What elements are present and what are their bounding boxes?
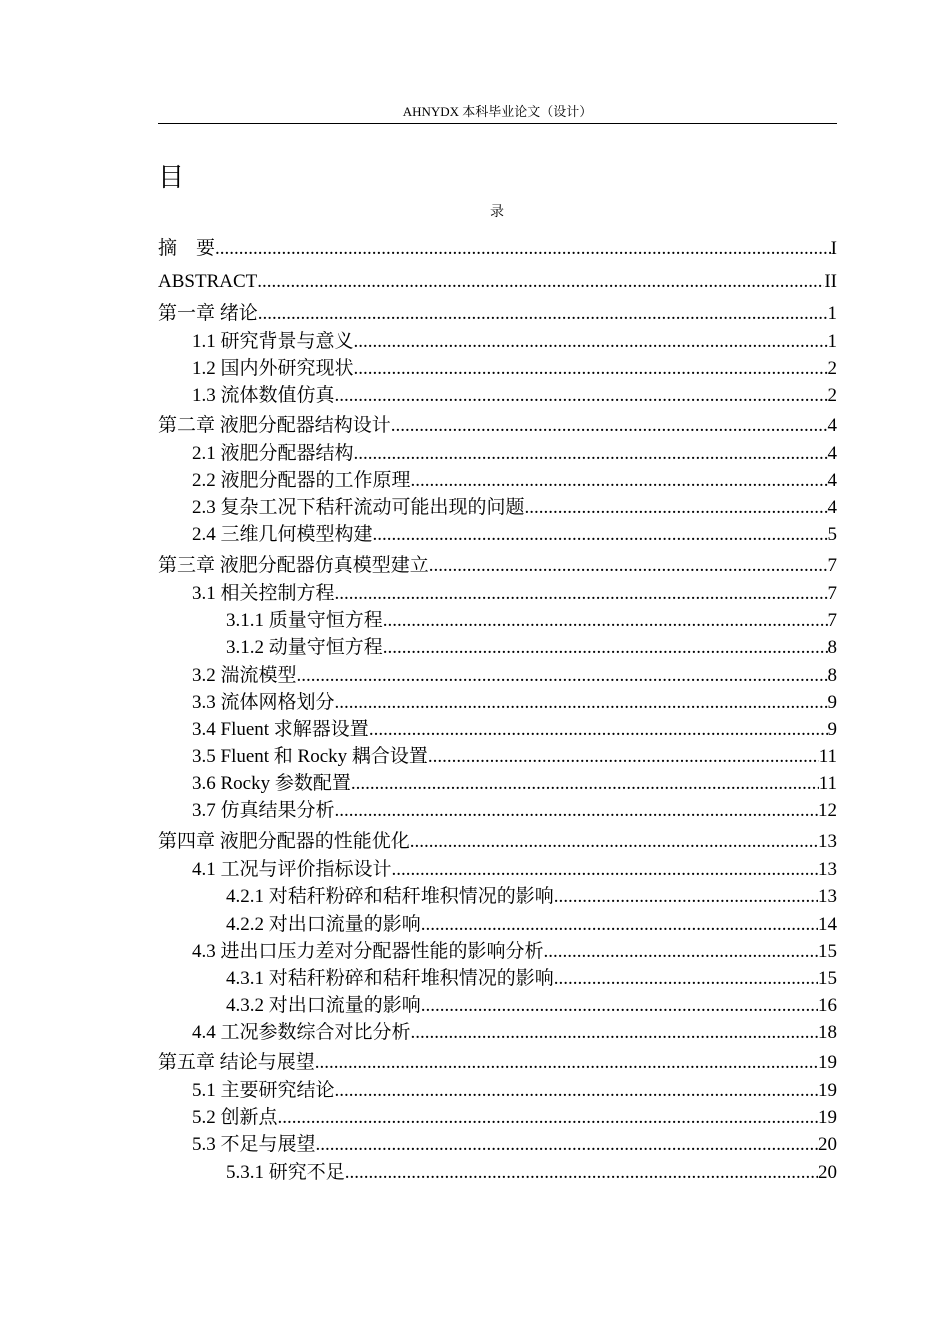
toc-entry[interactable] (192, 689, 837, 716)
toc-entry[interactable] (226, 911, 837, 938)
toc-dot-leader (383, 634, 828, 661)
toc-dot-leader (215, 235, 831, 262)
page-header: AHNYDX 本科毕业论文（设计） (402, 104, 593, 119)
toc-dot-leader (554, 883, 818, 910)
toc-entry-label: 3.5 Fluent 和 Rocky 耦合设置 (192, 746, 428, 767)
toc-entry-page: 2 (827, 385, 837, 406)
toc-entry-label: 4.3.1 对秸秆粉碎和秸秆堆积情况的影响 (226, 968, 554, 989)
toc-entry-label: 5.3.1 研究不足 (226, 1162, 345, 1183)
toc-entry-page: 8 (827, 637, 837, 658)
toc-entry-page: 20 (818, 1134, 837, 1155)
toc-entry[interactable] (158, 828, 837, 855)
toc-dot-leader (258, 300, 828, 327)
toc-entry-page: 1 (827, 303, 837, 324)
toc-entry-page: 11 (818, 773, 837, 794)
toc-entry[interactable] (192, 743, 837, 770)
toc-dot-leader (354, 355, 828, 382)
toc-entry-label: 3.2 湍流模型 (192, 665, 297, 686)
toc-entry-page: 7 (827, 555, 837, 576)
toc-entry-label: 3.1 相关控制方程 (192, 583, 335, 604)
toc-title-first-char: 目 (158, 163, 185, 192)
toc-entry-page: 18 (818, 1022, 837, 1043)
toc-dot-leader (345, 1159, 818, 1186)
toc-entry[interactable] (192, 467, 837, 494)
toc-entry-page: 19 (818, 1052, 837, 1073)
toc-entry-page: 7 (827, 583, 837, 604)
toc-entry[interactable] (192, 1019, 837, 1046)
toc-entry[interactable] (158, 552, 837, 579)
toc-dot-leader (428, 743, 819, 770)
toc-entry-label: 3.6 Rocky 参数配置 (192, 773, 351, 794)
toc-entry-label: 3.3 流体网格划分 (192, 692, 335, 713)
toc-entry[interactable] (192, 797, 837, 824)
toc-dot-leader (554, 965, 818, 992)
toc-entry-label: 4.2.1 对秸秆粉碎和秸秆堆积情况的影响 (226, 886, 554, 907)
toc-entry[interactable] (192, 1131, 837, 1158)
toc-entry-page: 4 (827, 415, 837, 436)
toc-entry-label: 4.3 进出口压力差对分配器性能的影响分析 (192, 941, 544, 962)
header-rule (158, 123, 837, 124)
toc-dot-leader (421, 911, 818, 938)
toc-title-second-char: 录 (490, 205, 504, 220)
toc-dot-leader (544, 938, 818, 965)
toc-dot-leader (411, 1019, 818, 1046)
toc-dot-leader (257, 268, 824, 295)
toc-entry-label: 3.1.2 动量守恒方程 (226, 637, 383, 658)
toc-entry[interactable] (192, 938, 837, 965)
toc-entry-page: 13 (818, 859, 837, 880)
toc-dot-leader (391, 412, 828, 439)
toc-entry[interactable] (192, 856, 837, 883)
toc-entry-page: II (824, 271, 837, 292)
toc-entry-label: 第五章 结论与展望 (158, 1052, 315, 1073)
toc-entry[interactable] (158, 1049, 837, 1076)
toc-entry-page: 20 (818, 1162, 837, 1183)
toc-entry[interactable] (226, 1159, 837, 1186)
toc-entry[interactable] (226, 634, 837, 661)
toc-entry-label: 3.1.1 质量守恒方程 (226, 610, 383, 631)
toc-entry[interactable] (192, 1104, 837, 1131)
toc-entry-label: 4.2.2 对出口流量的影响 (226, 914, 421, 935)
toc-entry-page: 13 (818, 831, 837, 852)
toc-entry-label: 4.4 工况参数综合对比分析 (192, 1022, 411, 1043)
toc-entry[interactable] (226, 607, 837, 634)
toc-dot-leader (411, 467, 828, 494)
toc-entry-page: 9 (827, 719, 837, 740)
toc-entry-label: 2.4 三维几何模型构建 (192, 524, 373, 545)
toc-entry-page: 1 (827, 331, 837, 352)
toc-entry-page: 7 (827, 610, 837, 631)
toc-dot-leader (369, 716, 828, 743)
toc-entry-label: 第三章 液肥分配器仿真模型建立 (158, 555, 429, 576)
toc-entry-page: 12 (818, 800, 837, 821)
toc-entry-label: 2.1 液肥分配器结构 (192, 443, 354, 464)
toc-entry-page: 4 (827, 470, 837, 491)
toc-entry-page: 19 (818, 1107, 837, 1128)
toc-entry-label: 1.1 研究背景与意义 (192, 331, 354, 352)
toc-dot-leader (335, 689, 828, 716)
toc-dot-leader (335, 797, 818, 824)
toc-entry-page: 15 (818, 941, 837, 962)
toc-dot-leader (354, 328, 828, 355)
toc-dot-leader (335, 1077, 818, 1104)
toc-entry-page: 9 (827, 692, 837, 713)
toc-entry-label: 第四章 液肥分配器的性能优化 (158, 831, 410, 852)
toc-entry-page: 4 (827, 443, 837, 464)
toc-dot-leader (421, 992, 818, 1019)
toc-entry-label: 5.1 主要研究结论 (192, 1080, 335, 1101)
toc-dot-leader (383, 607, 828, 634)
toc-entry-page: 2 (827, 358, 837, 379)
toc-dot-leader (316, 1131, 818, 1158)
toc-entry-label: 4.3.2 对出口流量的影响 (226, 995, 421, 1016)
toc-entry-label: 5.2 创新点 (192, 1107, 278, 1128)
toc-entry-page: 19 (818, 1080, 837, 1101)
toc-entry[interactable] (192, 328, 837, 355)
toc-entry-label: 2.2 液肥分配器的工作原理 (192, 470, 411, 491)
toc-dot-leader (335, 580, 828, 607)
toc-entry[interactable] (226, 883, 837, 910)
toc-entry[interactable] (192, 770, 837, 797)
toc-dot-leader (278, 1104, 818, 1131)
toc-entry-page: 15 (818, 968, 837, 989)
toc-entry-label: 2.3 复杂工况下秸秆流动可能出现的问题 (192, 497, 525, 518)
toc-entry[interactable] (158, 268, 837, 295)
toc-entry-label: 3.7 仿真结果分析 (192, 800, 335, 821)
toc-entry[interactable] (226, 965, 837, 992)
toc-dot-leader (351, 770, 819, 797)
toc-entry[interactable] (226, 992, 837, 1019)
toc-entry[interactable] (192, 382, 837, 409)
toc-entry-label: 3.4 Fluent 求解器设置 (192, 719, 369, 740)
toc-entry-label: 1.2 国内外研究现状 (192, 358, 354, 379)
toc-entry[interactable] (158, 412, 837, 439)
toc-entry[interactable] (192, 440, 837, 467)
toc-dot-leader (315, 1049, 818, 1076)
toc-entry-label: 5.3 不足与展望 (192, 1134, 316, 1155)
toc-dot-leader (429, 552, 828, 579)
toc-entry-page: I (830, 238, 837, 259)
toc-dot-leader (525, 494, 828, 521)
toc-entry[interactable] (192, 662, 837, 689)
toc-entry[interactable] (158, 235, 837, 262)
toc-entry-page: 11 (818, 746, 837, 767)
toc-entry[interactable] (192, 494, 837, 521)
toc-dot-leader (410, 828, 818, 855)
toc-entry-label: ABSTRACT (158, 271, 258, 292)
toc-entry[interactable] (158, 300, 837, 327)
toc-entry[interactable] (192, 521, 837, 548)
toc-entry-label: 1.3 流体数值仿真 (192, 385, 335, 406)
toc-dot-leader (335, 382, 828, 409)
toc-dot-leader (354, 440, 828, 467)
toc-entry-page: 5 (827, 524, 837, 545)
toc-dot-leader (392, 856, 818, 883)
toc-entry-label: 摘 要 (158, 238, 216, 259)
toc-entry[interactable] (192, 355, 837, 382)
toc-entry-page: 8 (827, 665, 837, 686)
toc-dot-leader (373, 521, 828, 548)
toc-entry[interactable] (192, 716, 837, 743)
toc-entry-label: 4.1 工况与评价指标设计 (192, 859, 392, 880)
toc-dot-leader (297, 662, 828, 689)
toc-entry[interactable] (192, 580, 837, 607)
toc-entry[interactable] (192, 1077, 837, 1104)
toc-entry-label: 第二章 液肥分配器结构设计 (158, 415, 391, 436)
toc-entry-page: 16 (818, 995, 837, 1016)
toc-entry-page: 14 (818, 914, 837, 935)
toc-entry-page: 13 (818, 886, 837, 907)
toc-entry-page: 4 (827, 497, 837, 518)
toc-entry-label: 第一章 绪论 (158, 303, 258, 324)
